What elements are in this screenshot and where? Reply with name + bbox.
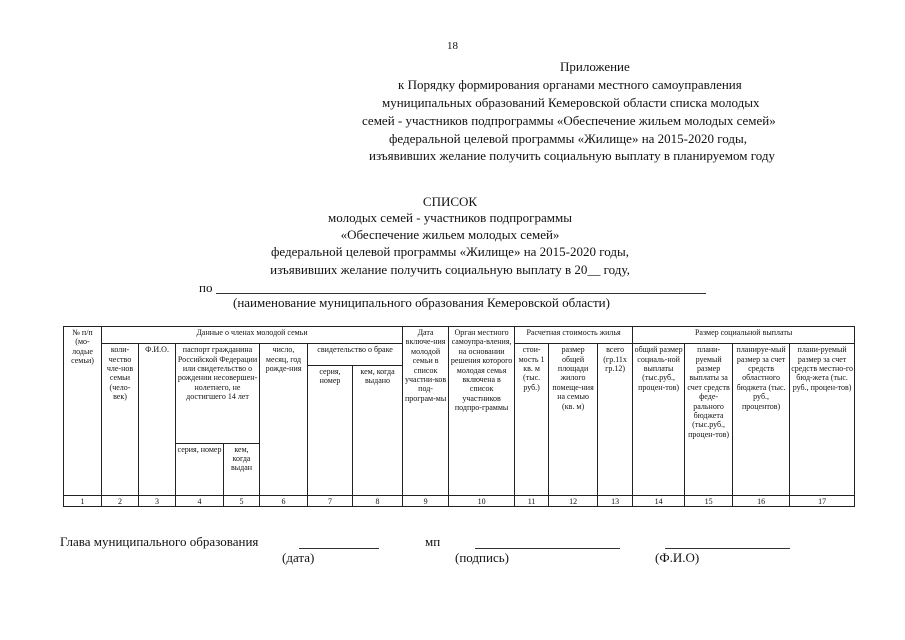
appendix-line-3: семей - участников подпрограммы «Обеспечение жильем молодых семей» (362, 113, 776, 128)
title-line-2: «Обеспечение жильем молодых семей» (340, 227, 560, 242)
col-number: 9 (403, 496, 449, 507)
col-number: 13 (598, 496, 633, 507)
appendix-heading: Приложение (560, 59, 630, 74)
header-birth-date: число, месяц, год рожде-ния (260, 344, 308, 496)
appendix-line-2: муниципальных образований Кемеровской области списка молодых (382, 95, 760, 110)
col-number: 12 (549, 496, 598, 507)
list-title: СПИСОК (422, 194, 478, 209)
header-payment-regional: планируе-мый размер за счет средств областного бюджета (тыс. руб., процентов) (733, 344, 790, 496)
header-date-included: Дата включе-ния молодой семьи в список участни-ков под-програм-мы (403, 327, 449, 496)
po-label: по (199, 280, 213, 295)
family-list-table (63, 326, 855, 507)
fio-line (665, 548, 790, 549)
header-marriage-cert: свидетельство о браке (308, 344, 403, 365)
header-family-data: Данные о членах молодой семьи (102, 327, 403, 344)
header-num: № п/п (мо-лодые семьи) (64, 327, 102, 496)
col-number: 2 (102, 496, 139, 507)
signature-line (475, 548, 620, 549)
col-number: 7 (308, 496, 353, 507)
header-total-cost: всего (гр.11х гр.12) (598, 344, 633, 496)
header-marriage-issued: кем, когда выдано (353, 365, 403, 496)
appendix-line-1: к Порядку формирования органами местного самоуправления (398, 77, 742, 92)
col-number: 11 (515, 496, 549, 507)
title-line-3: федеральной целевой программы «Жилище» на 2015-2020 годы, (271, 244, 629, 259)
col-number: 4 (176, 496, 224, 507)
date-line (299, 548, 379, 549)
header-passport-issued: кем, когда выдан (224, 443, 260, 496)
col-number: 3 (139, 496, 176, 507)
col-number: 17 (790, 496, 855, 507)
col-number: 10 (449, 496, 515, 507)
appendix-line-5: изъявивших желание получить социальную выплату в планируемом году (369, 148, 775, 163)
col-number: 15 (685, 496, 733, 507)
fio-caption: (Ф.И.О) (655, 550, 700, 565)
header-members-count: коли-чество чле-нов семьи (чело-век) (102, 344, 139, 496)
col-number: 5 (224, 496, 260, 507)
appendix-line-4: федеральной целевой программы «Жилище» на 2015-2020 годы, (389, 131, 747, 146)
stamp-label: мп (425, 534, 441, 549)
col-number: 14 (633, 496, 685, 507)
header-cost-per-sqm: стои-мость 1 кв. м (тыс. руб.) (515, 344, 549, 496)
header-passport: паспорт гражданина Российской Федерации или свидетельство о рождении несовершен-нолетнего, не достигшего 14 лет (176, 344, 260, 443)
header-payment-size: Размер социальной выплаты (633, 327, 855, 344)
column-numbers-row (64, 496, 855, 507)
header-fio: Ф.И.О. (139, 344, 176, 496)
header-payment-local: плани-руемый размер за счет средств местно-го бюд-жета (тыс. руб., процен-тов) (790, 344, 855, 496)
col-number: 8 (353, 496, 403, 507)
header-payment-total: общий размер социаль-ной выплаты (тыс.руб., процен-тов) (633, 344, 685, 496)
header-marriage-series: серия, номер (308, 365, 353, 496)
header-passport-series: серия, номер (176, 443, 224, 496)
title-line-1: молодых семей - участников подпрограммы (328, 210, 572, 225)
page-number: 18 (447, 40, 458, 52)
col-number: 16 (733, 496, 790, 507)
signature-caption: (подпись) (455, 550, 509, 565)
date-caption: (дата) (282, 550, 315, 565)
municipality-caption: (наименование муниципального образования Кемеровской области) (233, 295, 610, 310)
header-payment-federal: плани-руемый размер выплаты за счет средств феде-рального бюджета (тыс.руб., процен-тов) (685, 344, 733, 496)
head-of-municipality-label: Глава муниципального образования (60, 534, 259, 549)
header-organ: Орган местного самоупра-вления, на основании решения которого молодая семья включена в список участников подпро-граммы (449, 327, 515, 496)
title-line-4: изъявивших желание получить социальную выплату в 20__ году, (270, 262, 630, 277)
col-number: 6 (260, 496, 308, 507)
col-number: 1 (64, 496, 102, 507)
header-housing-cost: Расчетная стоимость жилья (515, 327, 633, 344)
header-area: размер общей площади жилого помеще-ния на семью (кв. м) (549, 344, 598, 496)
